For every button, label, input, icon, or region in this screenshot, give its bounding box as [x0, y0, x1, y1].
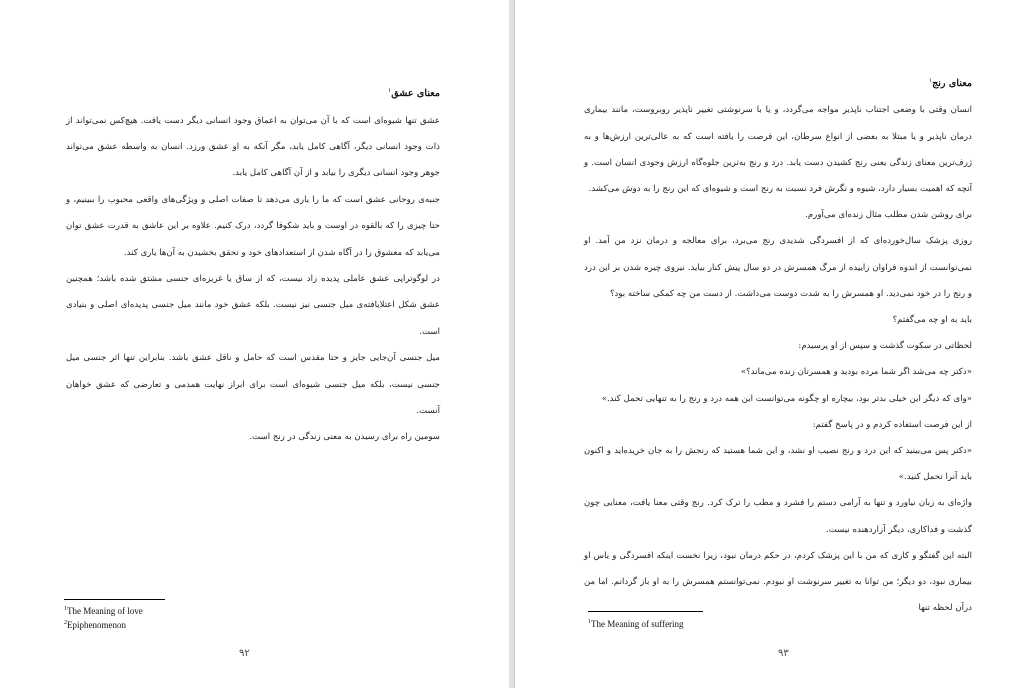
footnote-text: Epiphenomenon [67, 620, 126, 630]
paragraph: «وای که دیگر این خیلی بدتر بود، بیچاره او چگونه می‌توانست این همه درد و رنج را به تنهایی تحمل کند.» [601, 393, 972, 404]
footnote-divider [588, 611, 703, 612]
footnote-number: 1 [588, 619, 591, 625]
paragraph: سومین راه برای رسیدن به معنی زندگی در رنج است. [249, 432, 440, 443]
footnote [64, 603, 143, 617]
right-page-body [584, 68, 972, 621]
paragraph: انسان وقتی با وضعی اجتناب ناپذیر مواجه می‌گردد، و یا با سرنوشتی تغییر ناپذیر روبروست، مانند بیماری درمان ناپذیر و یا مبتلا به بعضی از انواع سرطان، این فرصت را یافته است که به عالی‌ترین ارزش‌ها و به ژرف‌ترین معنای زندگی یعنی رنج کشیدن دست یابد. درد و رنج به‌ترین جلوه‌گاه ارزش وجودی انسان است. و آنچه که اهمیت بسیار دارد، شیوه و نگرش فرد نسبت به رنج است و شیوه‌ای که این رنج را به دوش می‌کشد. [584, 105, 972, 194]
title-footnote-marker: ۱ [388, 87, 392, 94]
footnote-divider [64, 599, 165, 600]
paragraph: جنبه‌ی روحانی عشق است که ما را یاری می‌دهد تا صفات اصلی و ویژگی‌های واقعی محبوب را ببینیم، و حتا چیزی را که بالقوه در اوست و باید شکوفا گردد، درک کنیم. علاوه بر این عاشق به قدرت عشق توان می‌یابد که معشوق را در آگاه شدن از استعدادهای خود و تحقق بخشیدن به آن‌ها یاری کند. [66, 194, 440, 258]
paragraph: عشق تنها شیوه‌ای است که با آن می‌توان به اعماق وجود انسانی دیگر دست یافت. هیچ‌کس نمی‌تواند از ذات وجود انسانی دیگر، آگاهی کامل یابد، مگر آنکه به او عشق ورزد. انسان به واسطه عشق می‌تواند جوهر وجود انسانی دیگری را بیابد و از آن آگاهی کامل یابد. [66, 115, 440, 179]
footnote-number: 2 [64, 620, 67, 626]
footnotes [588, 616, 684, 630]
paragraph: البته این گفتگو و کاری که من با این پزشک کردم، در حکم درمان نبود، زیرا نخست اینکه افسردگی و یاس او بیماری نبود، دو دیگر؛ من توانا به تغییر سرنوشت او نبودم. نمی‌توانستم همسرش را به او باز گردانم. اما من درآن لحظه تنها [584, 550, 972, 614]
section-title [66, 78, 440, 108]
paragraph: لحظاتی در سکوت گذشت و سپس از او پرسیدم: [798, 341, 972, 352]
paragraph: روزی پزشک سال‌خورده‌ای که از افسردگی شدیدی رنج می‌برد، برای معالجه و درمان نزد من آمد. او نمی‌توانست از اندوه فراوان زاییده از مرگ همسرش در دو سال پیش کنار بیاید. نیروی چیره شدن بر این درد و رنج را در خود نمی‌دید. او همسرش را به شدت دوست می‌داشت. از دست من چه کمکی ساخته بود؟ [584, 236, 972, 299]
paragraph: در لوگوتراپی عشق عاملی پدیده زاد نیست، که از ساق یا غریزه‌ای جنسی مشتق شده باشد؛ همچنین عشق شکل اعتلایافته‌ی میل جنسی نیز نیست. بلکه عشق خود مانند میل جنسی پدیده‌ای اصلی و بنیادی است. [66, 274, 440, 337]
section-title-text: معنای عشق [391, 88, 440, 100]
footnote-text: The Meaning of love [67, 606, 143, 616]
section-title-text: معنای رنج [932, 78, 972, 90]
footnote-text: The Meaning of suffering [591, 619, 684, 629]
footnote-number: 1 [64, 606, 67, 612]
paragraph: واژه‌ای به زبان نیاورد و تنها به آرامی دستم را فشرد و مطب را ترک کرد. رنج وقتی معنا یافت، معنایی چون گذشت و فداکاری، دیگر آزاردهنده نیست. [584, 498, 972, 535]
paragraph: «دکتر چه می‌شد اگر شما مرده بودید و همسرتان زنده می‌ماند؟» [740, 367, 972, 378]
left-page-body [66, 78, 440, 451]
footnotes [64, 603, 143, 631]
paragraph: باید به او چه می‌گفتم؟ [892, 315, 972, 326]
title-footnote-marker: ۱ [928, 77, 933, 84]
footnote [588, 616, 684, 630]
paragraph: از این فرصت استفاده کردم و در پاسخ گفتم: [812, 419, 972, 430]
page-number: ۹۲ [239, 648, 250, 659]
footnote [64, 617, 143, 631]
left-page [0, 0, 509, 688]
section-title [584, 68, 972, 97]
right-page [515, 0, 1024, 688]
paragraph: میل جنسی آن‌جایی جایز و حتا مقدس است که حامل و ناقل عشق باشد. بنابراین تنها اثر جنسی میل جنسی نیست، بلکه میل جنسی شیوه‌ای است برای ابراز نهایت همدمی و تعارضی که عشق خواهان آنست. [66, 353, 440, 417]
page-number: ۹۳ [778, 648, 789, 659]
paragraph: برای روشن شدن مطلب مثال زنده‌ای می‌آورم. [805, 210, 972, 221]
paragraph: «دکتر پس می‌بینید که این درد و رنج نصیب او نشد، و این شما هستید که رنجش را به جان خریده‌اید و اکنون باید آنرا تحمل کنید.» [584, 446, 972, 483]
